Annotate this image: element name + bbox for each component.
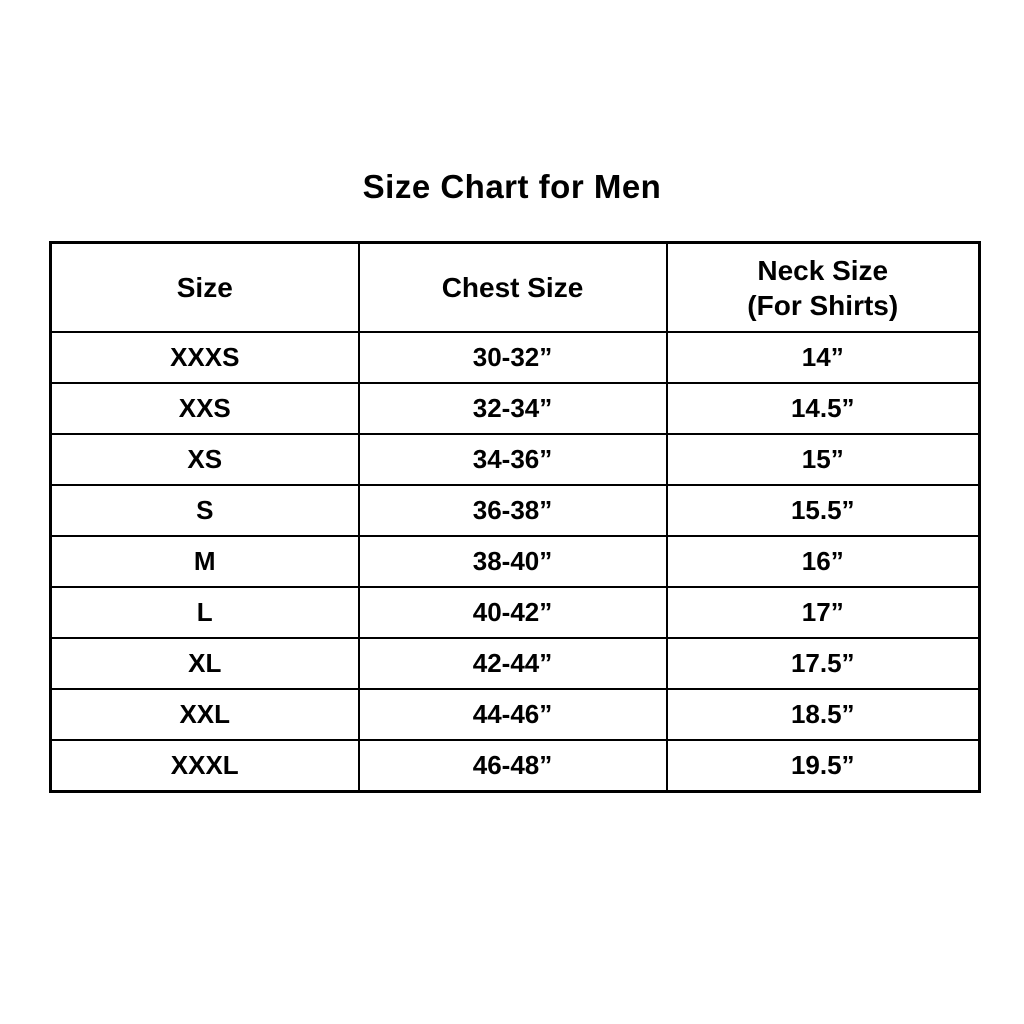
table-row	[51, 740, 980, 792]
cell-chest: 42-44”	[359, 638, 667, 689]
cell-neck: 17”	[667, 587, 980, 638]
table-row	[51, 638, 980, 689]
table-row	[51, 383, 980, 434]
table-row	[51, 485, 980, 536]
header-chest-size: Chest Size	[359, 243, 667, 333]
cell-chest: 38-40”	[359, 536, 667, 587]
cell-chest: 30-32”	[359, 332, 667, 383]
table-body	[51, 332, 980, 792]
cell-neck: 15.5”	[667, 485, 980, 536]
table-row	[51, 536, 980, 587]
table-row	[51, 587, 980, 638]
header-neck-size-line1: Neck Size	[757, 254, 889, 286]
cell-size: XS	[51, 434, 359, 485]
cell-size: XXXL	[51, 740, 359, 792]
cell-neck: 18.5”	[667, 689, 980, 740]
table-header	[51, 243, 980, 333]
cell-neck: 14.5”	[667, 383, 980, 434]
cell-neck: 14”	[667, 332, 980, 383]
cell-neck: 15”	[667, 434, 980, 485]
table-row	[51, 434, 980, 485]
cell-size: L	[51, 587, 359, 638]
cell-size: XXL	[51, 689, 359, 740]
header-row	[51, 243, 980, 333]
cell-size: XL	[51, 638, 359, 689]
header-size: Size	[51, 243, 359, 333]
page-title: Size Chart for Men	[362, 168, 662, 205]
cell-size: M	[51, 536, 359, 587]
cell-size: S	[51, 485, 359, 536]
cell-chest: 46-48”	[359, 740, 667, 792]
cell-size: XXXS	[51, 332, 359, 383]
header-neck-size	[667, 243, 980, 333]
cell-chest: 34-36”	[359, 434, 667, 485]
cell-neck: 19.5”	[667, 740, 980, 792]
header-neck-size-line2: (For Shirts)	[747, 289, 899, 321]
cell-chest: 40-42”	[359, 587, 667, 638]
cell-chest: 44-46”	[359, 689, 667, 740]
cell-size: XXS	[51, 383, 359, 434]
cell-neck: 16”	[667, 536, 980, 587]
cell-chest: 36-38”	[359, 485, 667, 536]
cell-neck: 17.5”	[667, 638, 980, 689]
table-row	[51, 689, 980, 740]
cell-chest: 32-34”	[359, 383, 667, 434]
table-row	[51, 332, 980, 383]
size-chart-table	[49, 241, 981, 793]
